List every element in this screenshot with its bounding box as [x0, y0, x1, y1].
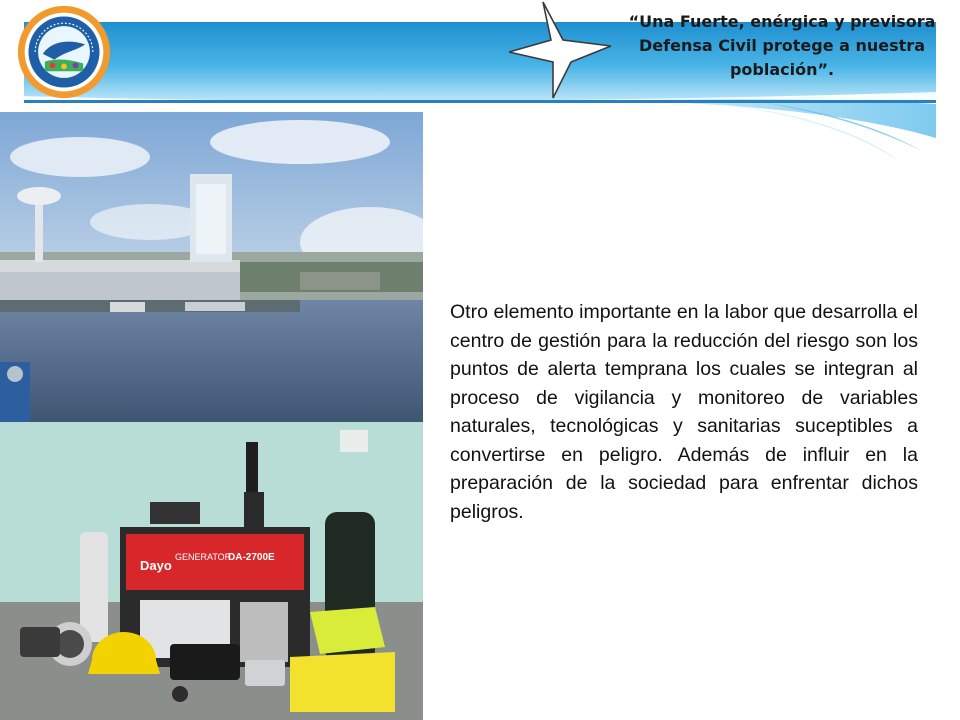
generator-brand: Dayo	[140, 558, 172, 573]
generator-label: GENERATOR	[175, 552, 232, 562]
emergency-equipment-photo	[0, 422, 423, 720]
generator-model: DA-2700E	[228, 552, 275, 563]
body-paragraph: Otro elemento importante en la labor que desarrolla el centro de gestión para la reducción del riesgo son los puntos de alerta temprana los cuales se integran al proceso de vigilancia y monitoreo de variables naturales, tecnológicas y sanitarias suceptibles a convertirse en peligro. Además de influir en la preparación de la sociedad para enfrentar dichos peligros.	[450, 301, 918, 523]
star-icon	[505, 0, 615, 100]
organization-seal-icon	[16, 4, 112, 100]
harbor-photo	[0, 112, 423, 422]
slogan-heading: “Una Fuerte, enérgica y previsora Defensa Civil protege a nuestra población”.	[628, 12, 936, 79]
